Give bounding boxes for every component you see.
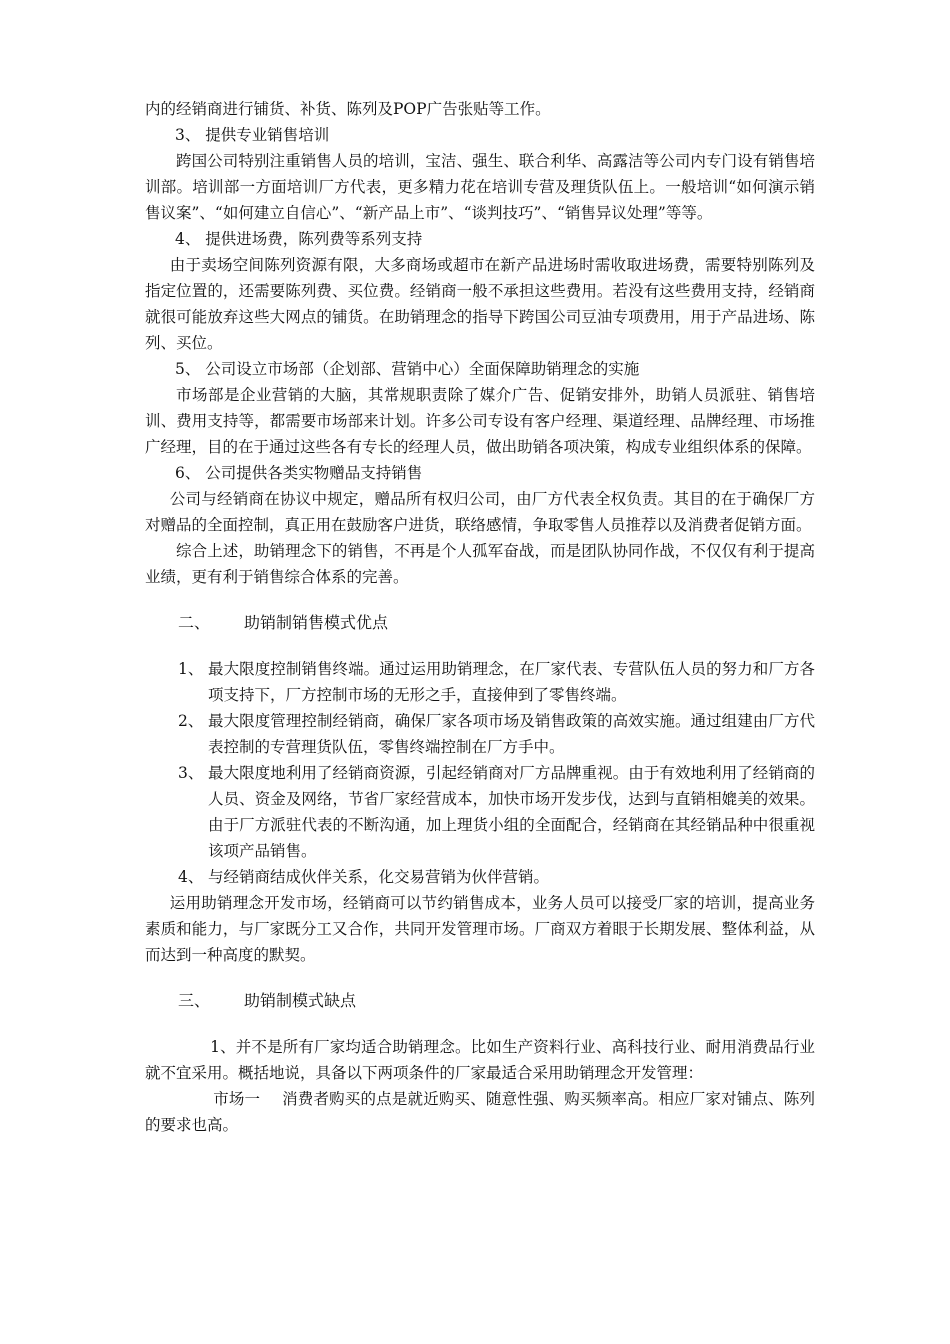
section-2-title: 助销制销售模式优点 bbox=[244, 613, 389, 632]
subsection-3-title: 3、 提供专业销售培训 bbox=[175, 126, 330, 144]
summary-paragraph: 综合上述，助销理念下的销售，不再是个人孤军奋战，而是团队协同作战，不仅仅有利于提高业绩，更有利于销售综合体系的完善。 bbox=[145, 542, 815, 586]
list-item-number: 2、 bbox=[178, 712, 204, 730]
section-3-title: 助销制模式缺点 bbox=[244, 991, 357, 1010]
list-item-number: 3、 bbox=[178, 764, 204, 782]
list-item-text: 最大限度控制销售终端。通过运用助销理念，在厂家代表、专营队伍人员的努力和厂方各项支持下，厂方控制市场的无形之手，直接伸到了零售终端。 bbox=[208, 660, 815, 704]
list-item bbox=[145, 760, 815, 864]
market-text: 消费者购买的点是就近购买、随意性强、购买频率高。相应厂家对铺点、陈列的要求也高。 bbox=[145, 1090, 815, 1134]
list-item-number: 4、 bbox=[178, 868, 204, 886]
list-item-text: 与经销商结成伙伴关系，化交易营销为伙伴营销。 bbox=[208, 868, 550, 886]
list-item bbox=[145, 708, 815, 760]
subsection-5-body: 市场部是企业营销的大脑，其常规职责除了媒介广告、促销安排外，助销人员派驻、销售培训、费用支持等，都需要市场部来计划。许多公司专设有客户经理、渠道经理、品牌经理、市场推广经理，目的在于通过这些各有专长的经理人员，做出助销各项决策，构成专业组织体系的保障。 bbox=[145, 386, 815, 456]
market-label: 市场一 bbox=[213, 1090, 261, 1108]
list-item-text: 最大限度管理控制经销商，确保厂家各项市场及销售政策的高效实施。通过组建由厂方代表控制的专营理货队伍，零售终端控制在厂方手中。 bbox=[208, 712, 815, 756]
section-2-list bbox=[145, 656, 815, 890]
section-3-heading bbox=[145, 988, 815, 1014]
section-3-paragraph-2 bbox=[145, 1086, 815, 1138]
list-item bbox=[145, 656, 815, 708]
section-2-closing: 运用助销理念开发市场，经销商可以节约销售成本，业务人员可以接受厂家的培训，提高业务素质和能力，与厂家既分工又合作，共同开发管理市场。厂商双方着眼于长期发展、整体利益，从而达到一种高度的默契。 bbox=[145, 894, 815, 964]
section-3-number: 三、 bbox=[178, 991, 211, 1010]
paragraph-continued: 内的经销商进行铺货、补货、陈列及POP广告张贴等工作。 bbox=[145, 100, 551, 118]
list-item bbox=[145, 864, 815, 890]
list-item-text: 最大限度地利用了经销商资源，引起经销商对厂方品牌重视。由于有效地利用了经销商的人员、资金及网络，节省厂家经营成本，加快市场开发步伐，达到与直销相媲美的效果。由于厂方派驻代表的不断沟通，加上理货小组的全面配合，经销商在其经销品种中很重视该项产品销售。 bbox=[208, 764, 815, 860]
subsection-3-body: 跨国公司特别注重销售人员的培训，宝洁、强生、联合利华、高露洁等公司内专门设有销售培训部。培训部一方面培训厂方代表，更多精力花在培训专营及理货队伍上。一般培训“如何演示销售议案”、“如何建立自信心”、“新产品上市”、“谈判技巧”、“销售异议处理”等等。 bbox=[145, 152, 815, 222]
section-3-paragraph-1: 1、并不是所有厂家均适合助销理念。比如生产资料行业、高科技行业、耐用消费品行业就不宜采用。概括地说，具备以下两项条件的厂家最适合采用助销理念开发管理： bbox=[145, 1038, 815, 1082]
subsection-4-title: 4、 提供进场费，陈列费等系列支持 bbox=[175, 230, 423, 248]
section-2-heading bbox=[145, 610, 815, 636]
list-item-number: 1、 bbox=[178, 660, 204, 678]
subsection-6-body: 公司与经销商在协议中规定，赠品所有权归公司，由厂方代表全权负责。其目的在于确保厂方对赠品的全面控制，真正用在鼓励客户进货，联络感情，争取零售人员推荐以及消费者促销方面。 bbox=[145, 490, 815, 534]
subsection-6-title: 6、 公司提供各类实物赠品支持销售 bbox=[175, 464, 423, 482]
subsection-4-body: 由于卖场空间陈列资源有限，大多商场或超市在新产品进场时需收取进场费，需要特别陈列及指定位置的，还需要陈列费、买位费。经销商一般不承担这些费用。若没有这些费用支持，经销商就很可能放弃这些大网点的铺货。在助销理念的指导下跨国公司豆油专项费用，用于产品进场、陈列、买位。 bbox=[145, 256, 815, 352]
document-page bbox=[145, 96, 815, 1138]
section-2-number: 二、 bbox=[178, 613, 211, 632]
subsection-5-title: 5、 公司设立市场部（企划部、营销中心）全面保障助销理念的实施 bbox=[175, 360, 640, 378]
